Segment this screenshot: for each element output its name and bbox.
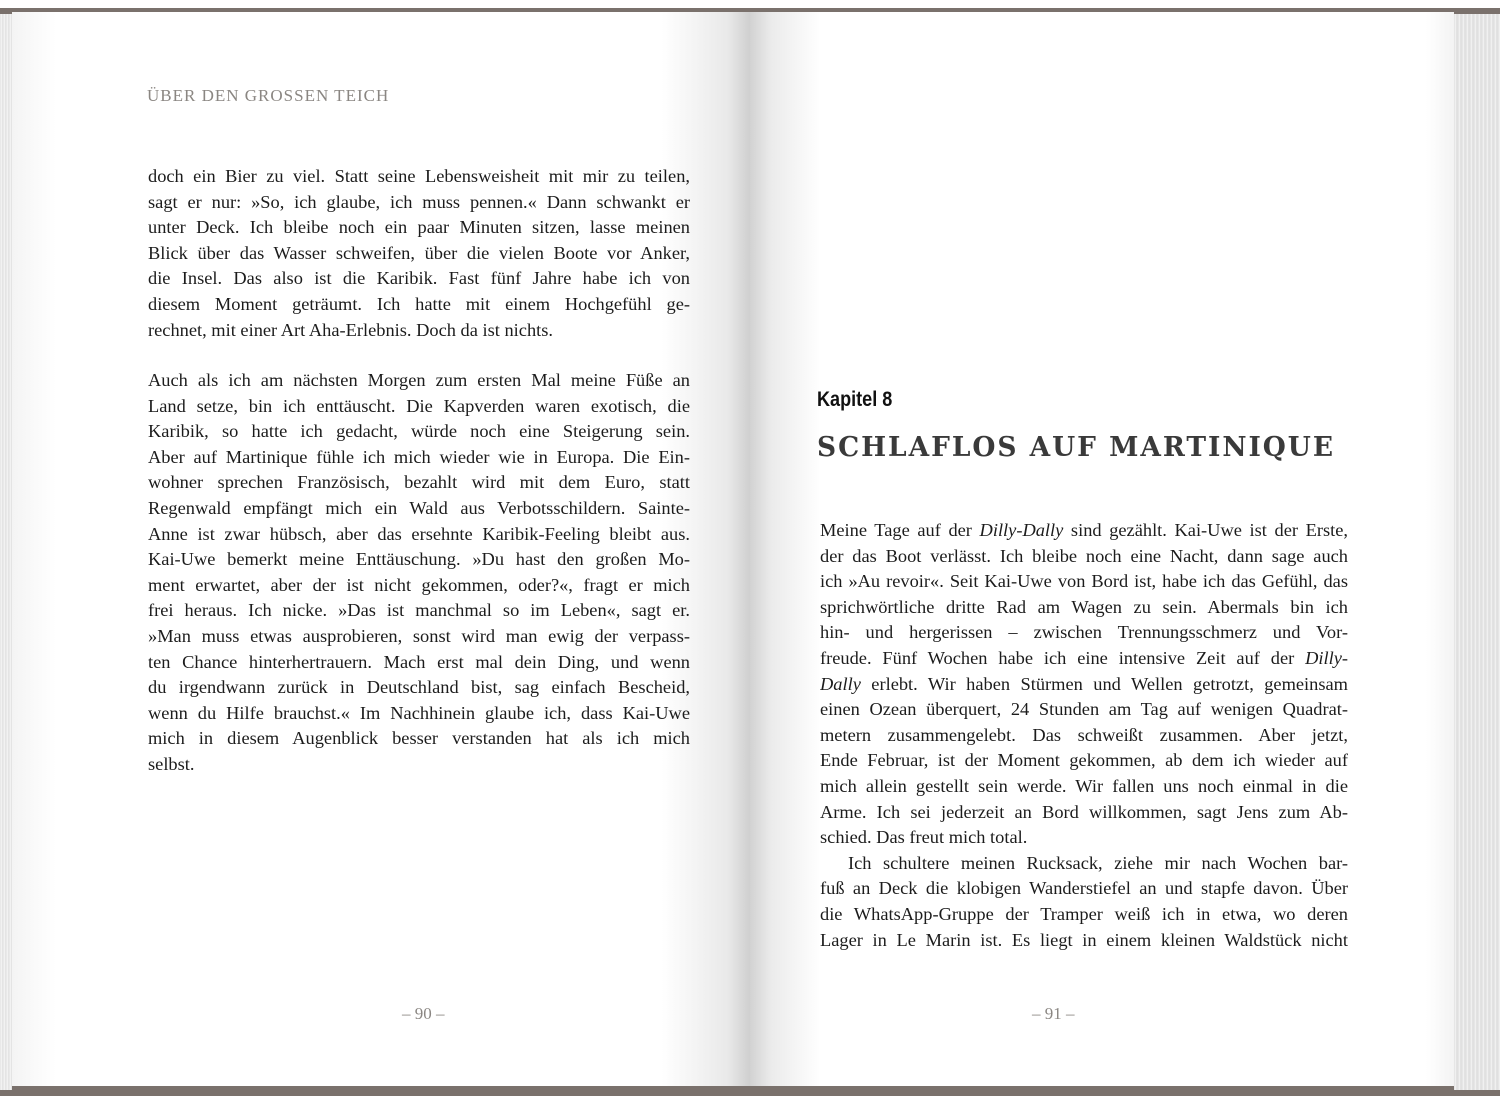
text-line: Lager in Le Marin ist. Es liegt in einem kleinen Waldstück nicht [820, 929, 1348, 950]
text-line: die WhatsApp-Gruppe der Tramper weiß ich in etwa, wo deren [820, 903, 1348, 924]
text-line: du irgendwann zurück in Deutschland bist, sag einfach Bescheid, [148, 677, 690, 698]
page-number: – 90 – [402, 1004, 445, 1023]
text-line: Regenwald empfängt mich ein Wald aus Verbotsschildern. Sainte- [148, 497, 690, 518]
text-line: rechnet, mit einer Art Aha-Erlebnis. Doch da ist nichts. [148, 319, 553, 340]
text-line: »Man muss etwas ausprobieren, sonst wird man ewig der verpass- [148, 625, 690, 646]
text-line: schied. Das freut mich total. [820, 827, 1028, 848]
text-line: diesem Moment geträumt. Ich hatte mit einem Hochgefühl ge- [148, 293, 690, 314]
text-line: Dally erlebt. Wir haben Stürmen und Wellen getrotzt, gemeinsam [820, 673, 1348, 694]
text-line: wohner sprechen Französisch, bezahlt wird mit dem Euro, statt [148, 472, 690, 493]
text-line: doch ein Bier zu viel. Statt seine Lebensweisheit mit mir zu teilen, [148, 166, 690, 186]
text-line: ment erwartet, aber der ist nicht gekommen, oder?«, fragt er mich [148, 574, 690, 595]
text-line: Land setze, bin ich enttäuscht. Die Kapverden waren exotisch, die [148, 395, 690, 416]
text-line: wenn du Hilfe brauchst.« Im Nachhinein glaube ich, dass Kai-Uwe [148, 702, 690, 723]
text-line: sagt er nur: »So, ich glaube, ich muss pennen.« Dann schwankt er [148, 191, 690, 212]
text-line: Kai-Uwe bemerkt meine Enttäuschung. »Du hast den großen Mo- [148, 549, 690, 570]
text-line: frei heraus. Ich nicke. »Das ist manchmal so im Leben«, sagt er. [148, 600, 690, 621]
text-line: Karibik, so hatte ich gedacht, würde noch eine Steigerung sein. [148, 421, 690, 442]
text-line: Ende Februar, ist der Moment gekommen, ab dem ich wieder auf [820, 750, 1348, 771]
text-line: ich »Au revoir«. Seit Kai-Uwe von Bord ist, habe ich das Gefühl, das [820, 571, 1348, 592]
text-line: fuß an Deck die klobigen Wanderstiefel an und stapfe davon. Über [820, 878, 1348, 899]
text-line: Meine Tage auf der Dilly-Dally sind gezählt. Kai-Uwe ist der Erste, [820, 520, 1348, 540]
text-line: Auch als ich am nächsten Morgen zum ersten Mal meine Füße an [148, 370, 690, 390]
text-line: selbst. [148, 753, 195, 774]
right-text-block [820, 518, 1348, 953]
boat-name: Dilly- [1305, 647, 1348, 668]
text-line: Arme. Ich sei jederzeit an Bord willkommen, sagt Jens zum Ab- [820, 801, 1348, 822]
page-number: – 91 – [1032, 1004, 1075, 1023]
text-line: unter Deck. Ich bleibe noch ein paar Minuten sitzen, lasse meinen [148, 217, 690, 238]
text-line: mich in diesem Augenblick besser verstanden hat als ich mich [148, 728, 690, 749]
running-head: ÜBER DEN GROSSEN TEICH [147, 86, 390, 105]
page-edges-left [0, 14, 12, 1090]
text-line: ten Chance hinterhertrauern. Mach erst mal dein Ding, und wenn [148, 651, 690, 672]
text-line: Ich schultere meinen Rucksack, ziehe mir nach Wochen bar- [848, 852, 1348, 873]
text-line: Blick über das Wasser schweifen, über die vielen Boote vor Anker, [148, 242, 690, 263]
page-edges-right [1454, 14, 1500, 1090]
boat-name: Dilly-Dally [979, 520, 1064, 540]
left-paragraph-1 [148, 164, 690, 343]
chapter-label: Kapitel 8 [817, 388, 893, 411]
chapter-title: SCHLAFLOS AUF MARTINIQUE [817, 432, 1335, 463]
boat-name: Dally [820, 673, 861, 694]
left-paragraph-2 [148, 368, 690, 778]
text-line: der das Boot verlässt. Ich bleibe noch eine Nacht, dann sage auch [820, 545, 1348, 566]
text-line: die Insel. Das also ist die Karibik. Fast fünf Jahre habe ich von [148, 268, 690, 289]
text-line: metern zusammengelebt. Das schweißt zusammen. Aber jetzt, [820, 724, 1348, 745]
text-line: Aber auf Martinique fühle ich mich wieder wie in Europa. Die Ein- [148, 446, 690, 467]
left-page [12, 12, 750, 1086]
text-line: freude. Fünf Wochen habe ich eine intensive Zeit auf der Dilly- [820, 647, 1348, 668]
text-line: Anne ist zwar hübsch, aber das ersehnte Karibik-Feeling bleibt aus. [148, 523, 690, 544]
text-line: sprichwörtliche dritte Rad am Wagen zu sein. Abermals bin ich [820, 596, 1348, 617]
text-line: einen Ozean überquert, 24 Stunden am Tag auf wenigen Quadrat- [820, 699, 1348, 720]
text-line: hin- und hergerissen – zwischen Trennungsschmerz und Vor- [820, 622, 1348, 643]
text-line: mich allein gestellt sein werde. Wir fallen uns noch einmal in die [820, 775, 1348, 796]
right-page [750, 12, 1454, 1086]
